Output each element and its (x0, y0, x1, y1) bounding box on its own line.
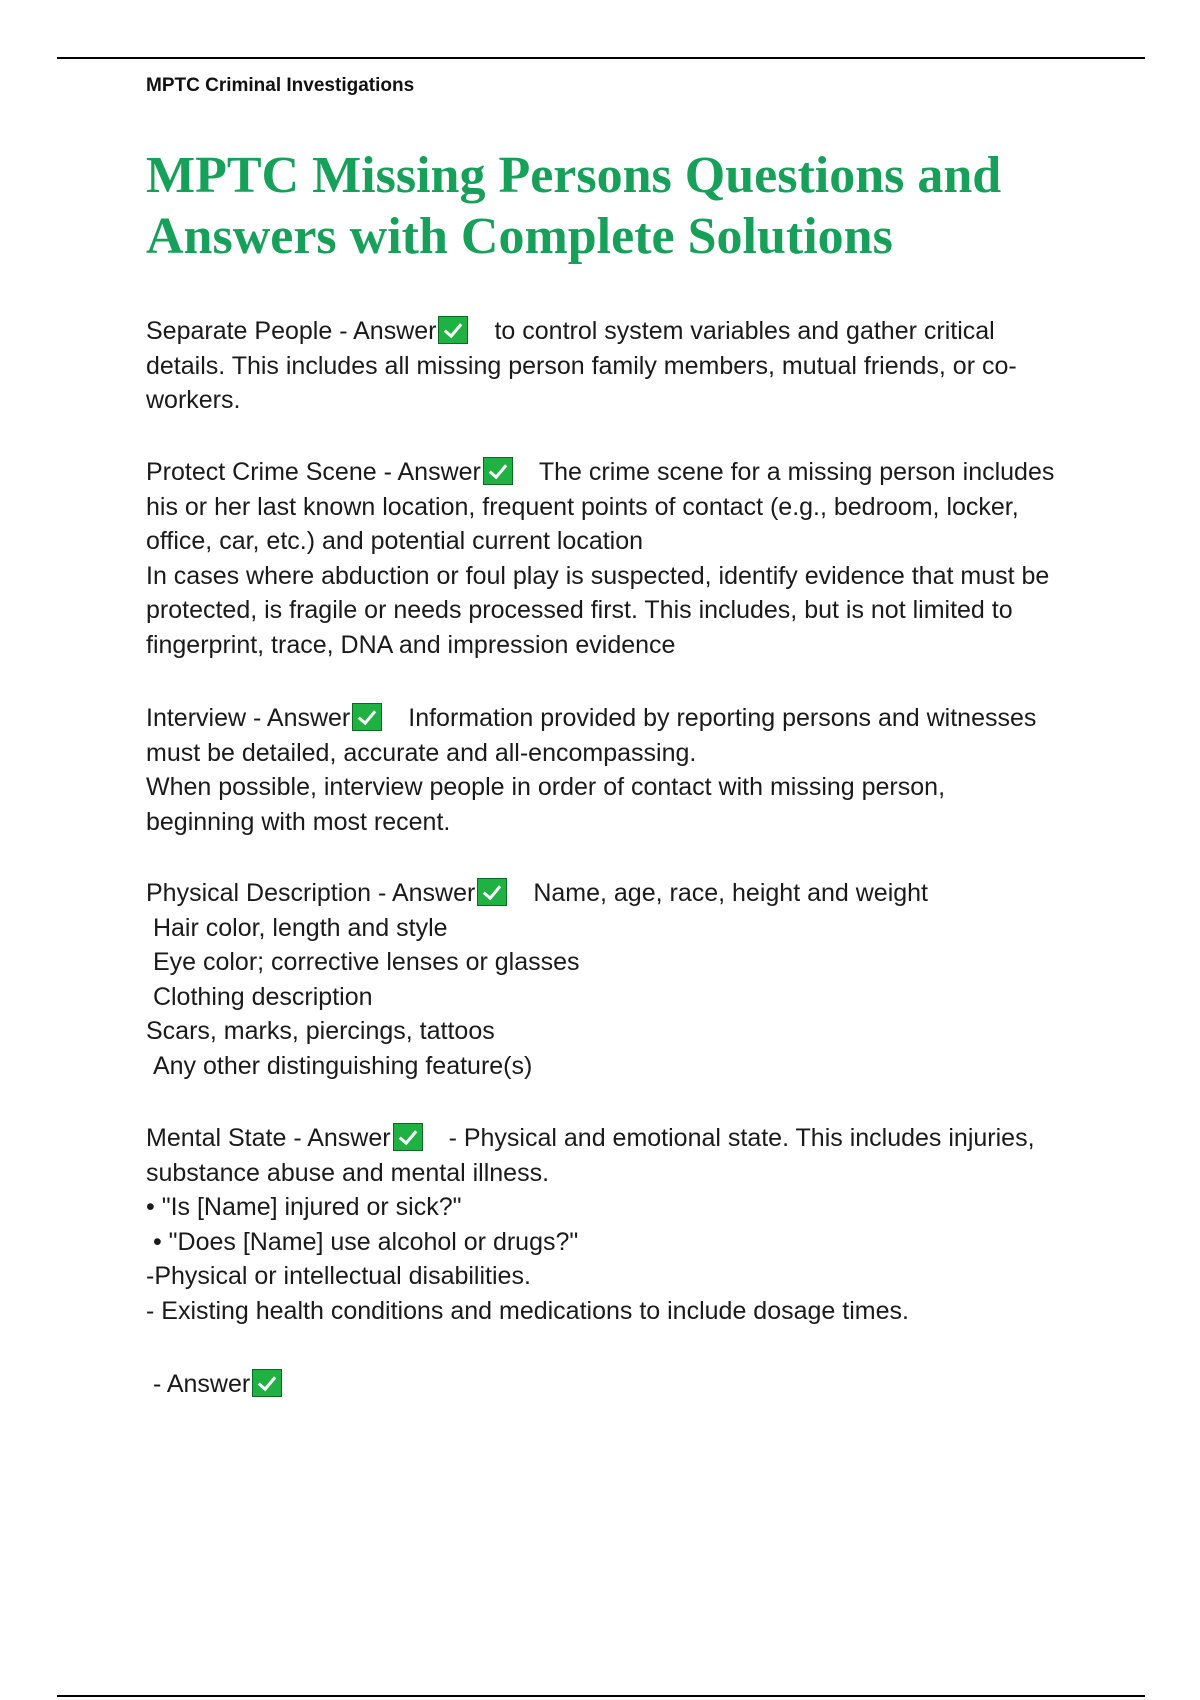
answer-label: - Answer (293, 1124, 391, 1152)
qa-line: Scars, marks, piercings, tattoos (146, 1017, 495, 1045)
qa-line: - Existing health conditions and medications to include dosage times. (146, 1296, 909, 1325)
qa-line: protected, is fragile or needs processed first. This includes, but is not limited to (146, 596, 1013, 624)
answer-label: - Answer (152, 1370, 251, 1398)
qa-line: In cases where abduction or foul play is suspected, identify evidence that must be (146, 561, 1050, 590)
qa-line: substance abuse and mental illness. (146, 1158, 550, 1187)
qa-term: Interview (146, 704, 247, 732)
check-mark-icon (393, 1123, 423, 1151)
qa-answer-start: to control system variables and gather critical (494, 317, 995, 345)
qa-answer-start: - Physical and emotional state. This includes injuries, (448, 1124, 1035, 1152)
qa-first-line (146, 1121, 1096, 1156)
qa-line: • "Does [Name] use alcohol or drugs?" (146, 1227, 579, 1256)
qa-first-line (146, 701, 1096, 736)
qa-answer-start: Name, age, race, height and weight (533, 879, 929, 907)
check-mark-icon (252, 1369, 282, 1397)
qa-item (146, 701, 1096, 839)
check-mark-icon (352, 703, 382, 731)
qa-term: Protect Crime Scene (146, 458, 377, 486)
qa-line: details. This includes all missing person family members, mutual friends, or co- (146, 351, 1017, 380)
qa-item (146, 455, 1096, 662)
qa-first-line (146, 876, 1096, 911)
qa-line: must be detailed, accurate and all-encompassing. (146, 738, 697, 767)
qa-term: Mental State (146, 1124, 287, 1152)
qa-answer-start: The crime scene for a missing person includes (538, 458, 1055, 486)
qa-item (146, 314, 1096, 418)
qa-item (146, 1367, 1096, 1402)
qa-line: Any other distinguishing feature(s) (146, 1051, 533, 1080)
title-line-1: MPTC Missing Persons Questions and (146, 147, 1002, 204)
qa-item (146, 876, 1096, 1083)
qa-line: -Physical or intellectual disabilities. (146, 1262, 531, 1290)
qa-line: office, car, etc.) and potential current location (146, 527, 644, 555)
qa-line: When possible, interview people in order of contact with missing person, (146, 773, 946, 801)
running-header: MPTC Criminal Investigations (146, 75, 415, 96)
qa-line: fingerprint, trace, DNA and impression evidence (146, 630, 676, 659)
answer-label: - Answer (339, 317, 437, 345)
qa-item (146, 1121, 1096, 1328)
qa-line: Eye color; corrective lenses or glasses (146, 948, 580, 976)
check-mark-icon (477, 878, 507, 906)
qa-first-line (146, 314, 1096, 349)
answer-label: - Answer (383, 458, 481, 486)
document-title (146, 145, 1086, 267)
qa-line: workers. (146, 386, 241, 414)
qa-answer-start: Information provided by reporting persons and witnesses (408, 704, 1037, 732)
check-mark-icon (483, 457, 513, 485)
qa-term: Physical Description (146, 879, 372, 907)
top-divider (57, 57, 1145, 59)
title-line-2: Answers with Complete Solutions (146, 208, 893, 265)
qa-first-line (146, 455, 1096, 490)
qa-line: his or her last known location, frequent points of contact (e.g., bedroom, locker, (146, 492, 1019, 521)
qa-line: • "Is [Name] injured or sick?" (146, 1193, 462, 1221)
qa-first-line (146, 1367, 1096, 1402)
qa-line: Hair color, length and style (146, 913, 448, 942)
qa-line: Clothing description (146, 982, 373, 1011)
qa-term: Separate People (146, 317, 333, 345)
answer-label: - Answer (253, 704, 351, 732)
bottom-divider (57, 1695, 1145, 1697)
answer-label: - Answer (378, 879, 476, 907)
check-mark-icon (438, 316, 468, 344)
qa-line: beginning with most recent. (146, 807, 451, 836)
